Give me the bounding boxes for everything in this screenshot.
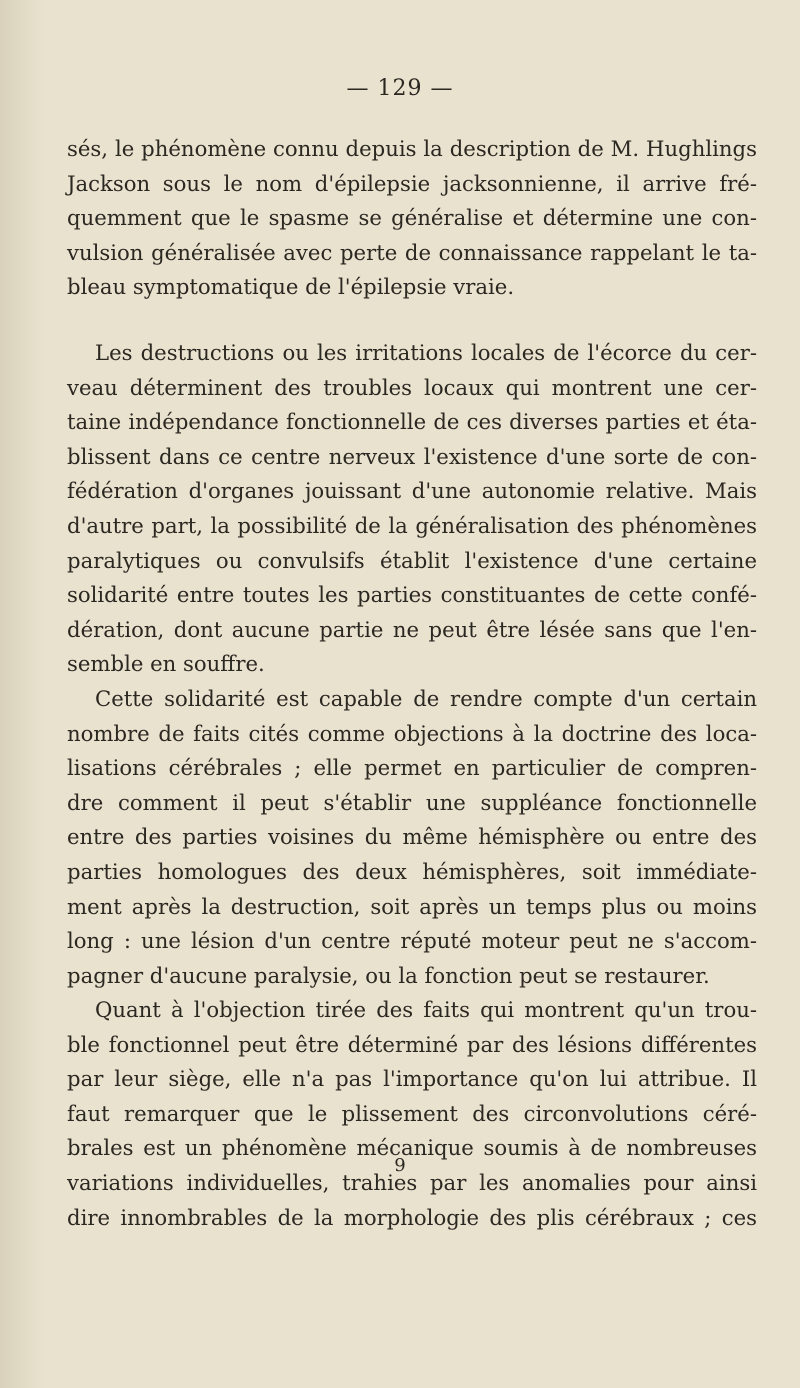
text-line: Cette solidarité est capable de rendre compte d'un certain <box>95 686 757 711</box>
text-line: dre comment il peut s'établir une suppléance fonctionnelle <box>67 789 757 815</box>
text-line: bleau symptomatique de l'épilepsie vraie. <box>67 274 515 300</box>
signature-mark: 9 <box>394 1155 406 1176</box>
text-line: dération, dont aucune partie ne peut être lésée sans que l'en- <box>67 616 757 642</box>
text-line: d'autre part, la possibilité de la généralisation des phénomènes <box>67 512 757 538</box>
text-line: faut remarquer que le plissement des circonvolutions céré- <box>67 1100 757 1126</box>
text-line: solidarité entre toutes les parties constituantes de cette confé- <box>67 582 757 608</box>
text-line: paralytiques ou convulsifs établit l'existence d'une certaine <box>67 547 757 573</box>
text-line: parties homologues des deux hémisphères, soit immédiate- <box>67 858 757 884</box>
text-line: Quant à l'objection tirée des faits qui montrent qu'un trou- <box>95 997 757 1022</box>
text-line: Jackson sous le nom d'épilepsie jacksonnienne, il arrive fré- <box>67 170 757 196</box>
text-line: blissent dans ce centre nerveux l'existence d'une sorte de con- <box>67 443 757 469</box>
text-line: semble en souffre. <box>67 651 265 677</box>
text-line: fédération d'organes jouissant d'une autonomie relative. Mais <box>67 478 757 504</box>
paragraph-4 <box>67 993 757 1235</box>
text-line: dire innombrables de la morphologie des plis cérébraux ; ces <box>67 1204 757 1230</box>
text-line: veau déterminent des troubles locaux qui montrent une cer- <box>67 374 757 400</box>
text-line: taine indépendance fonctionnelle de ces diverses parties et éta- <box>67 409 757 435</box>
text-line: pagner d'aucune paralysie, ou la fonction peut se restaurer. <box>67 962 710 988</box>
text-line: Les destructions ou les irritations locales de l'écorce du cer- <box>95 340 757 365</box>
page-edge-shadow <box>0 0 46 1388</box>
paragraph-1 <box>67 132 757 305</box>
text-line: ble fonctionnel peut être déterminé par des lésions différentes <box>67 1031 757 1057</box>
text-line: entre des parties voisines du même hémisphère ou entre des <box>67 824 757 850</box>
text-line: ment après la destruction, soit après un temps plus ou moins <box>67 893 757 919</box>
text-line: brales est un phénomène mécanique soumis à de nombreuses <box>67 1135 757 1161</box>
page-number: — 129 — <box>346 76 454 101</box>
text-line: nombre de faits cités comme objections à la doctrine des loca- <box>67 720 757 746</box>
text-line: vulsion généralisée avec perte de connaissance rappelant le ta- <box>67 239 757 265</box>
text-line: lisations cérébrales ; elle permet en particulier de compren- <box>67 755 757 781</box>
text-line: long : une lésion d'un centre réputé moteur peut ne s'accom- <box>67 928 757 954</box>
text-line: sés, le phénomène connu depuis la description de M. Hughlings <box>67 136 757 161</box>
text-line: par leur siège, elle n'a pas l'importance qu'on lui attribue. Il <box>67 1066 757 1092</box>
text-line: quemment que le spasme se généralise et détermine une con- <box>67 205 757 231</box>
text-line: variations individuelles, trahies par les anomalies pour ainsi <box>67 1169 757 1195</box>
paragraph-2 <box>67 336 757 682</box>
paragraph-3 <box>67 682 757 993</box>
